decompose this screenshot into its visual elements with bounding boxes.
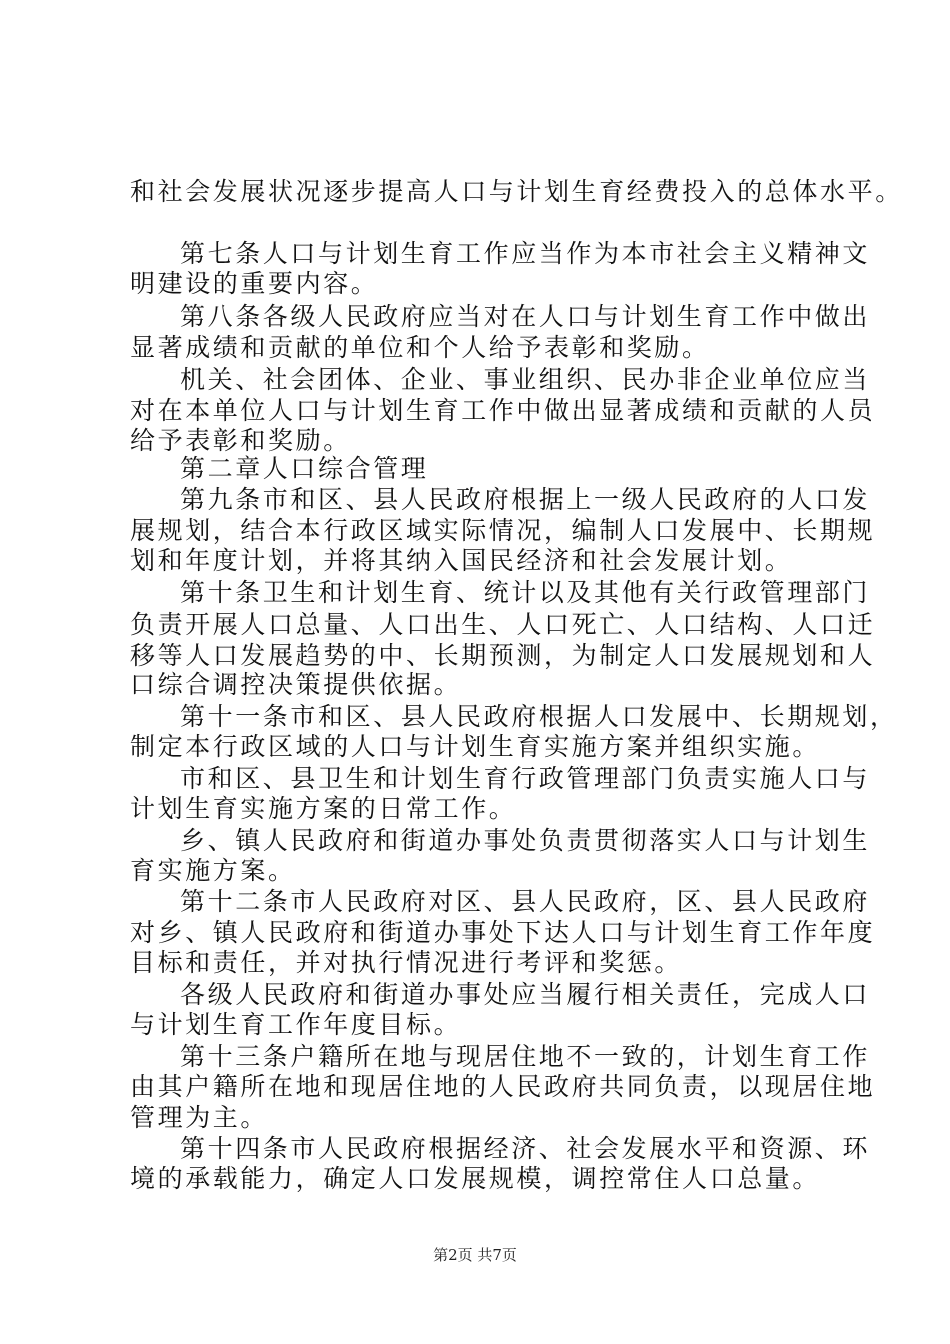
chapter-heading: 第二章人口综合管理 <box>180 454 429 483</box>
text-line: 第十条卫生和计划生育、统计以及其他有关行政管理部门 <box>180 578 871 607</box>
text-line: 机关、社会团体、企业、事业组织、民办非企业单位应当 <box>180 365 871 394</box>
text-line: 制定本行政区域的人口与计划生育实施方案并组织实施。 <box>130 732 821 761</box>
text-line: 与计划生育工作年度目标。 <box>130 1010 462 1039</box>
text-line: 负责开展人口总量、人口出生、人口死亡、人口结构、人口迁 <box>130 610 876 639</box>
text-line: 显著成绩和贡献的单位和个人给予表彰和奖励。 <box>130 333 710 362</box>
text-line: 乡、镇人民政府和街道办事处负责贯彻落实人口与计划生 <box>180 826 871 855</box>
text-line: 第八条各级人民政府应当对在人口与计划生育工作中做出 <box>180 302 871 331</box>
text-line: 展规划，结合本行政区域实际情况，编制人口发展中、长期规 <box>130 516 876 545</box>
text-line: 管理为主。 <box>130 1103 269 1132</box>
text-line: 对在本单位人口与计划生育工作中做出显著成绩和贡献的人员 <box>130 396 876 425</box>
text-line: 第十一条市和区、县人民政府根据人口发展中、长期规划， <box>180 702 898 731</box>
text-line: 市和区、县卫生和计划生育行政管理部门负责实施人口与 <box>180 764 871 793</box>
text-line: 育实施方案。 <box>130 856 296 885</box>
text-line: 计划生育实施方案的日常工作。 <box>130 794 517 823</box>
text-line: 第九条市和区、县人民政府根据上一级人民政府的人口发 <box>180 485 871 514</box>
text-line: 第七条人口与计划生育工作应当作为本市社会主义精神文 <box>180 239 871 268</box>
text-line: 由其户籍所在地和现居住地的人民政府共同负责，以现居住地 <box>130 1072 876 1101</box>
text-line: 对乡、镇人民政府和街道办事处下达人口与计划生育工作年度 <box>130 918 876 947</box>
text-line: 移等人口发展趋势的中、长期预测，为制定人口发展规划和人 <box>130 641 876 670</box>
text-line: 目标和责任，并对执行情况进行考评和奖惩。 <box>130 948 683 977</box>
text-line: 明建设的重要内容。 <box>130 269 379 298</box>
text-line: 和社会发展状况逐步提高人口与计划生育经费投入的总体水平。 <box>130 177 903 206</box>
text-line: 口综合调控决策提供依据。 <box>130 670 462 699</box>
text-line: 第十四条市人民政府根据经济、社会发展水平和资源、环 <box>180 1134 871 1163</box>
text-line: 第十二条市人民政府对区、县人民政府，区、县人民政府 <box>180 887 871 916</box>
page-number-footer: 第2页 共7页 <box>433 1246 517 1264</box>
text-line: 划和年度计划，并将其纳入国民经济和社会发展计划。 <box>130 546 793 575</box>
text-line: 各级人民政府和街道办事处应当履行相关责任，完成人口 <box>180 980 871 1009</box>
text-line: 第十三条户籍所在地与现居住地不一致的，计划生育工作 <box>180 1042 871 1071</box>
text-line: 给予表彰和奖励。 <box>130 426 351 455</box>
text-line: 境的承载能力，确定人口发展规模，调控常住人口总量。 <box>130 1164 821 1193</box>
